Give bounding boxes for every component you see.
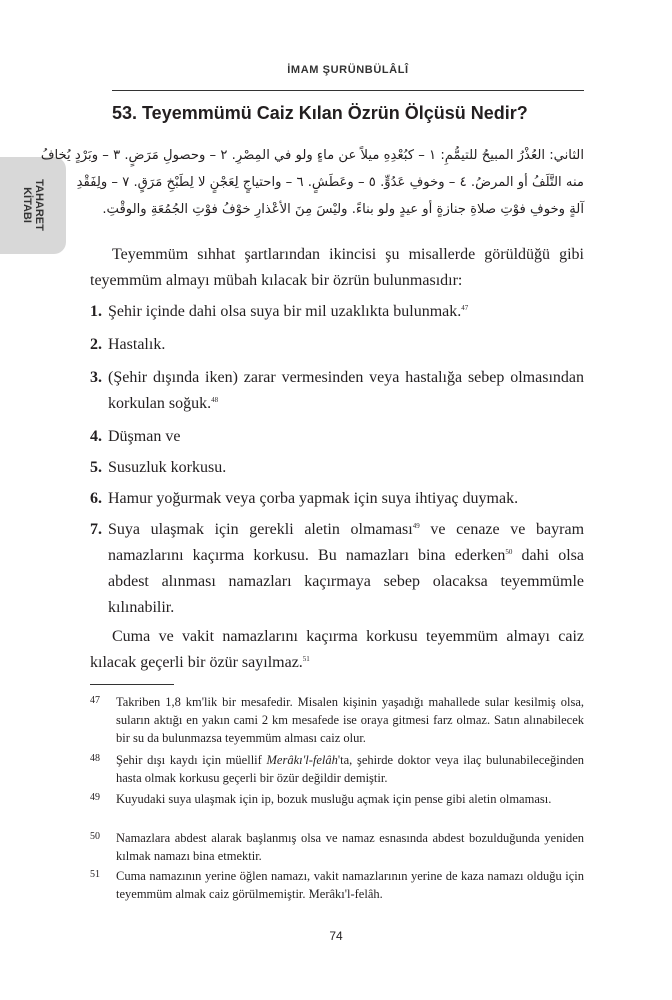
- side-tab-line-2: KİTABI: [21, 187, 33, 223]
- footnote-text: [116, 751, 584, 787]
- arabic-source-text: [40, 142, 584, 223]
- footnote-50: [90, 829, 584, 865]
- list-item-number: 5.: [90, 459, 102, 476]
- excuse-list: [90, 299, 584, 621]
- list-item-text: Hastalık.: [108, 336, 166, 353]
- footnote-separator: [90, 684, 174, 685]
- header-rule: [112, 90, 584, 91]
- list-item: [90, 424, 584, 450]
- footnote-51: [90, 867, 584, 903]
- list-item-text: ve cenaze ve bayram namazlarını kaçırma korkusu. Bu namazları bina ederken: [108, 521, 585, 564]
- footnote-text: Takriben 1,8 km'lik bir mesafedir. Misalen kişinin yaşadığı mahallede sular kesilmiş olsa, suların aktığı en yakın cami 2 km mesafede ise oraya gitmesi farz olmaz. Satın alınabilecek bir su da bulunmazsa teyemmüm alması caiz olur.: [116, 695, 584, 745]
- footnote-number: 47: [90, 695, 100, 706]
- list-item-text: Hamur yoğurmak veya çorba yapmak için suya ihtiyaç duymak.: [108, 490, 519, 507]
- list-item-number: 4.: [90, 428, 102, 445]
- list-item-text: Susuzluk korkusu.: [108, 459, 227, 476]
- closing-paragraph-text: Cuma ve vakit namazlarını kaçırma korkusu teyemmüm almayı caiz kılacak geçerli bir özür sayılmaz.: [90, 628, 584, 671]
- arabic-line: الثاني: العُذْرُ المبيحُ للتيمُّمِ: ١ – كبُعْدِهِ ميلاً عن ماءٍ ولو في المِصْرِ. ٢ – وحصولِ مَرَضٍ. ٣ – وبَرْدٍ يُخافُ: [40, 148, 584, 163]
- footnote-ref: 48: [211, 396, 219, 404]
- footnote-47: [90, 693, 584, 747]
- list-item-number: 7.: [90, 521, 102, 538]
- side-tab-line-1: TAHARET: [33, 179, 45, 231]
- footnote-number: 49: [90, 792, 100, 803]
- footnote-ref: 47: [461, 304, 469, 312]
- chapter-side-tab-label: [21, 179, 45, 231]
- list-item-text: dahi olsa abdest alınması namazları kaçırmaya sebep olacaksa teyemmümle kılınabilir.: [108, 547, 584, 616]
- list-item-number: 3.: [90, 369, 102, 386]
- closing-paragraph: [90, 624, 584, 676]
- footnote-number: 48: [90, 753, 100, 764]
- list-item-number: 6.: [90, 490, 102, 507]
- page-number: 74: [329, 929, 343, 943]
- footnote-ref: 50: [505, 548, 513, 556]
- footnote-text: Kuyudaki suya ulaşmak için ip, bozuk musluğu açmak için pense gibi aletin olmaması.: [116, 792, 552, 806]
- list-item-text: (Şehir dışında iken) zarar vermesinden veya hastalığa sebep olmasından korkulan soğuk.: [108, 369, 584, 412]
- list-item-number: 2.: [90, 336, 102, 353]
- list-item: [90, 517, 584, 621]
- footnote-text-part: 'ta, şehirde doktor veya ilaç bulunabileceğinden hasta olmak korkusu geçerli bir özür değildir demiştir.: [116, 753, 584, 785]
- list-item-text: Suya ulaşmak için gerekli aletin olmaması: [108, 521, 413, 538]
- footnote-49: [90, 790, 584, 808]
- list-item: [90, 299, 584, 325]
- chapter-side-tab: [0, 157, 66, 254]
- running-head: İMAM ŞURÜNBÜLÂLÎ: [287, 64, 409, 76]
- list-item: [90, 486, 584, 512]
- section-title: 53. Teyemmümü Caiz Kılan Özrün Ölçüsü Nedir?: [112, 103, 528, 123]
- footnote-text-part: Şehir dışı kaydı için müellif: [116, 753, 267, 767]
- list-item: [90, 455, 584, 481]
- intro-paragraph: Teyemmüm sıhhat şartlarından ikincisi şu misallerde görüldüğü gibi teyemmüm almayı mübah kılacak bir özrün bulunmasıdır:: [90, 246, 584, 289]
- footnote-number: 50: [90, 831, 100, 842]
- footnote-ref: 51: [302, 655, 310, 663]
- book-title: Merâkı'l-felâh: [266, 753, 338, 767]
- footnote-ref: 49: [412, 522, 420, 530]
- list-item-text: Şehir içinde dahi olsa suya bir mil uzaklıkta bulunmak.: [108, 303, 462, 320]
- list-item: [90, 332, 584, 358]
- list-item-number: 1.: [90, 303, 102, 320]
- footnote-text: Namazlara abdest alarak başlanmış olsa ve namaz esnasında abdest bozulduğunda yeniden kılmak namazı bina etmektir.: [116, 831, 584, 863]
- list-item: [90, 365, 584, 417]
- footnote-text: Cuma namazının yerine öğlen namazı, vakit namazlarının yerine de kaza namazı olduğu için teyemmüm almak caiz görülmemiştir. Merâkı'l-felâh.: [116, 869, 584, 901]
- arabic-line: منه التَّلَفُ أو المرضُ. ٤ – وخوفِ عَدُوٍّ. ٥ – وعَطَشٍ. ٦ – واحتياجٍ لِعَجْنٍ لا لِطَبْخِ مَرَقٍ. ٧ – ولِفَقْدِ: [76, 175, 584, 190]
- footnote-48: [90, 751, 584, 787]
- arabic-line: آلةٍ وخوفِ فوْتِ صلاةِ جنازةٍ أو عيدٍ ولو بناءً. وليْسَ مِنَ الأعْذارِ خوْفُ فوْتِ الجُمُعَةِ والوقْتِ.: [102, 202, 584, 217]
- list-item-text: Düşman ve: [108, 428, 181, 445]
- footnote-number: 51: [90, 869, 100, 880]
